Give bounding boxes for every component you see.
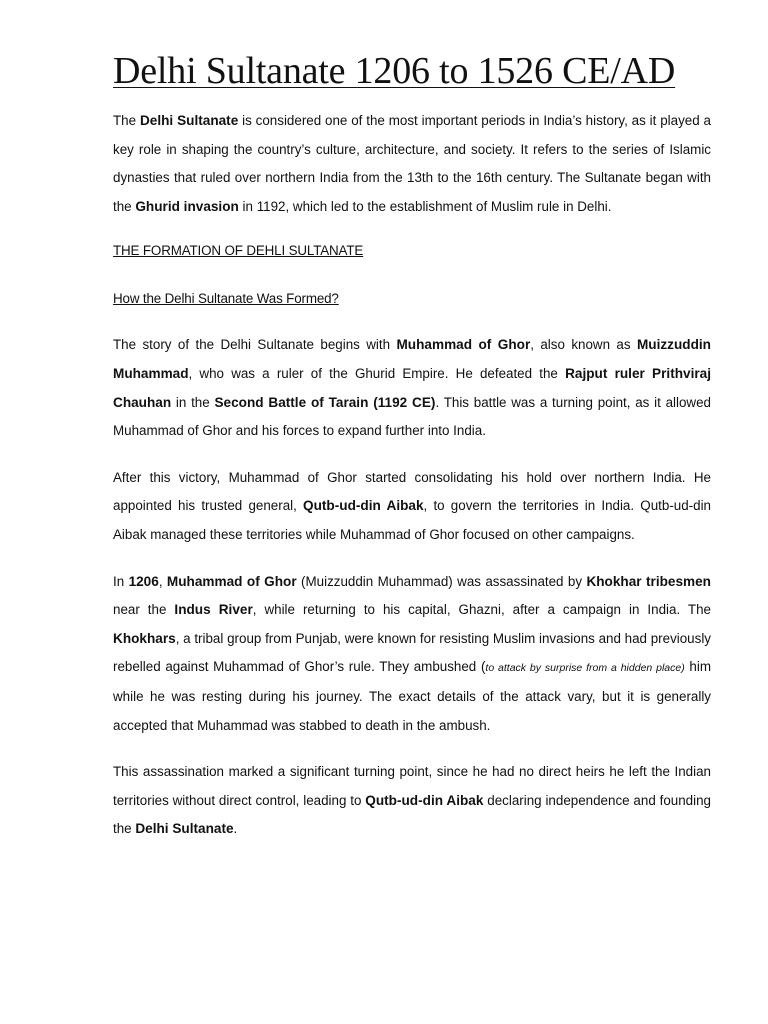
page-title: Delhi Sultanate 1206 to 1526 CE/AD (113, 50, 676, 92)
paragraph-2 (113, 464, 711, 550)
paragraph-text: , while returning to his capital, Ghazni, after a campaign in India. The (252, 602, 712, 618)
paragraph-bold-term: Muhammad of Ghor (396, 337, 531, 353)
paragraph-text: , (158, 573, 167, 589)
paragraph-text: . This battle was a turning point, as it allowed Muhammad of Ghor and his forces to expand further into India. (113, 394, 711, 439)
paragraph-bold-term: Qutb-ud-din Aibak (303, 498, 424, 514)
paragraph-text: , to govern the territories in India. Qutb-ud-din Aibak managed these territories while Muhammad of Ghor focused on other campaigns. (113, 498, 712, 542)
paragraph-bold-term: Khokhar tribesmen (586, 573, 711, 589)
intro-bold-term: Ghurid invasion (135, 198, 239, 214)
paragraph-bold-term: Qutb-ud-din Aibak (365, 792, 484, 808)
paragraph-text: , who was a ruler of the Ghurid Empire. He defeated the (188, 365, 566, 381)
paragraph-text: , also known as (530, 337, 637, 353)
paragraph-bold-term: Khokhars (113, 630, 176, 646)
paragraph-bold-term: 1206 (128, 573, 159, 589)
paragraph-bold-term: Rajput ruler Prithviraj Chauhan (113, 365, 711, 410)
paragraph-italic-note: to attack by surprise from a hidden place) (485, 662, 685, 675)
paragraph-1 (113, 331, 711, 445)
sub-heading: How the Delhi Sultanate Was Formed? (113, 291, 339, 307)
paragraph-bold-term: Muhammad of Ghor (166, 573, 297, 589)
paragraph-bold-term: Delhi Sultanate (135, 821, 234, 837)
paragraph-text: near the (113, 602, 175, 618)
paragraph-bold-term: Indus River (174, 602, 253, 618)
intro-bold-term: Delhi Sultanate (139, 113, 239, 128)
paragraph-bold-term: Muizzuddin Muhammad (113, 337, 711, 381)
intro-text: in 1192, which led to the establishment of Muslim rule in Delhi. (238, 198, 612, 214)
paragraph-text: (Muizzuddin Muhammad) was assassinated by (296, 573, 587, 589)
paragraph-text: . (233, 821, 238, 837)
section-heading: THE FORMATION OF DEHLI SULTANATE (113, 243, 364, 259)
document-page (113, 48, 711, 844)
intro-paragraph (113, 107, 711, 221)
paragraph-text: In (113, 573, 129, 589)
intro-text: The (113, 113, 140, 128)
paragraph-text: After this victory, Muhammad of Ghor started consolidating his hold over northern India. He appointed his trusted general, (113, 469, 711, 514)
paragraph-3 (113, 568, 711, 741)
paragraph-text: The story of the Delhi Sultanate begins with (113, 337, 397, 353)
paragraph-bold-term: Second Battle of Tarain (1192 CE) (214, 394, 436, 410)
paragraph-text: , a tribal group from Punjab, were known for resisting Muslim invasions and had previously rebelled against Muhammad of Ghor’s rule. They ambushed ( (113, 630, 711, 675)
paragraph-4 (113, 758, 711, 844)
paragraph-text: him while he was resting during his journey. The exact details of the attack vary, but it is generally accepted that Muhammad was stabbed to death in the ambush. (113, 659, 711, 733)
paragraph-text: This assassination marked a significant turning point, since he had no direct heirs he left the Indian territories without direct control, leading to (113, 764, 711, 808)
paragraph-text: in the (171, 394, 215, 410)
paragraph-text: declaring independence and founding the (113, 792, 711, 837)
intro-text: is considered one of the most important periods in India’s history, as it played a key role in shaping the country’s culture, architecture, and society. It refers to the series of Islamic dynasties that ruled over northern India from the 13th to the 16th century. The Sultanate began with the (113, 113, 711, 214)
